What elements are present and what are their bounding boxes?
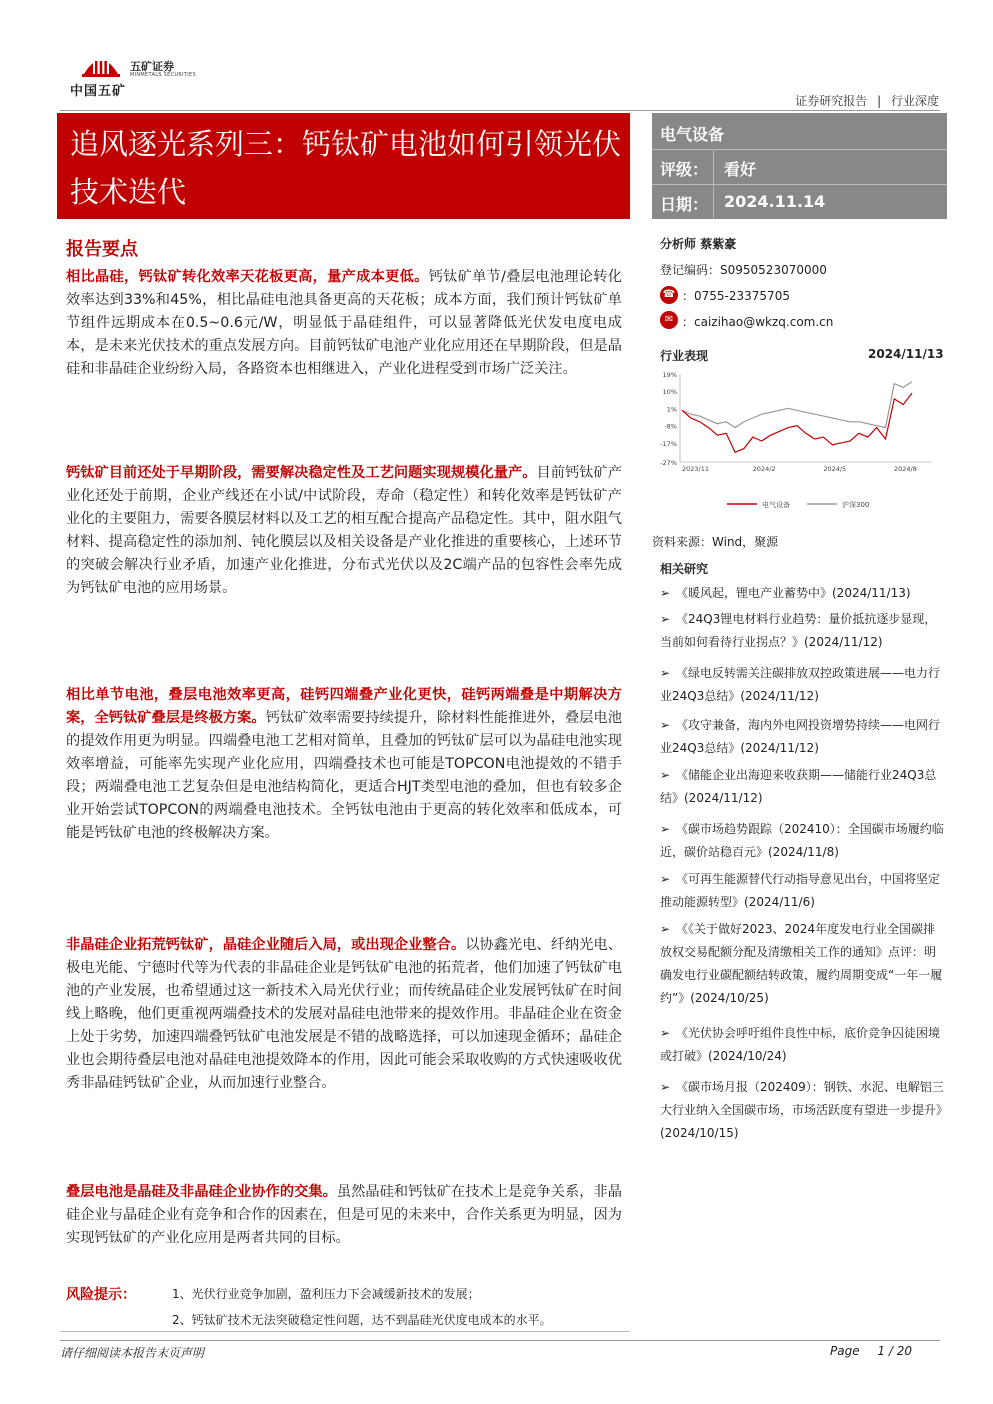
- x-tick-label: 2024/2: [752, 465, 776, 473]
- analyst-name: 蔡紫豪: [700, 237, 737, 251]
- page-label: Page: [830, 1344, 860, 1358]
- related-research-text: 《攻守兼备，海内外电网投资增势持续——电网行业24Q3总结》(2024/11/12): [660, 718, 941, 755]
- analyst-reg: [660, 261, 827, 278]
- info-divider: [652, 184, 947, 185]
- company-logo: [80, 44, 122, 78]
- related-research-title: 相关研究: [660, 562, 709, 576]
- bullet-arrow-icon: ➢: [660, 1080, 671, 1094]
- related-research-text: 《《关于做好2023、2024年度发电行业全国碳排放权交易配额分配及清缴相关工作的通知》点评：明确发电行业碳配额结转政策，履约周期变成“一年一履约”》(2024/10/25): [660, 922, 943, 1005]
- email-separator: ：: [682, 315, 695, 329]
- risk-divider: [60, 1331, 630, 1332]
- related-research-item[interactable]: [660, 1022, 945, 1068]
- source-label: 资料来源：: [652, 535, 713, 549]
- analyst-email[interactable]: caizihao@wkzq.com.cn: [694, 315, 834, 329]
- y-tick-label: 19%: [662, 371, 677, 379]
- summary-paragraph: [66, 1181, 622, 1250]
- reg-label: 登记编码：: [660, 263, 721, 277]
- page-value: 1 / 20: [877, 1344, 912, 1358]
- chart-y-ticks: [660, 371, 677, 467]
- phone-number: 0755-23375705: [694, 289, 790, 303]
- phone-separator: ：: [682, 289, 695, 303]
- related-research-text: 《碳市场趋势跟踪（202410）：全国碳市场履约临近，碳价站稳百元》(2024/11/8): [660, 822, 944, 859]
- related-research-text: 《绿电反转需关注碳排放双控政策进展——电力行业24Q3总结》(2024/11/12): [660, 666, 941, 703]
- footer-divider: [60, 1340, 940, 1341]
- rating-value: 看好: [724, 160, 757, 179]
- chart-date: 2024/11/13: [868, 347, 944, 361]
- paragraph-lead: 钙钛矿目前还处于早期阶段，需要解决稳定性及工艺问题实现规模化量产。: [66, 465, 537, 481]
- summary-paragraph: [66, 934, 622, 1095]
- paragraph-body: 目前钙钛矿产业化还处于前期，企业产线还在小试/中试阶段，寿命（稳定性）和转化效率是钙钛矿产业化的主要阻力，需要各膜层材料以及工艺的相互配合提高产品稳定性。其中，阻水阻气材料、提高稳定性的添加剂、钝化膜层以及相关设备是产业化推进的重要核心，上述环节的突破会解决行业矛盾，加速产业化推进，分布式光伏以及2C端产品的包容性会率先成为钙钛矿电池的应用场景。: [66, 465, 622, 596]
- related-research-item[interactable]: [660, 1076, 945, 1145]
- industry-name: 电气设备: [660, 125, 725, 144]
- related-research-item[interactable]: [660, 662, 945, 708]
- related-research-item[interactable]: [660, 714, 945, 760]
- bullet-arrow-icon: ➢: [660, 666, 671, 680]
- summary-paragraph: [66, 462, 622, 600]
- y-tick-label: 1%: [666, 405, 677, 414]
- related-research-item[interactable]: [660, 608, 945, 654]
- related-research-item[interactable]: [660, 582, 945, 605]
- bullet-arrow-icon: ➢: [660, 1026, 671, 1040]
- x-tick-label: 2023/11: [682, 465, 710, 473]
- industry-performance-chart: [652, 362, 942, 532]
- paragraph-lead: 叠层电池是晶硅及非晶硅企业协作的交集。: [66, 1184, 337, 1200]
- paragraph-lead: 非晶硅企业拓荒钙钛矿，晶硅企业随后入局，或出现企业整合。: [66, 937, 466, 953]
- related-research-item[interactable]: [660, 868, 945, 914]
- header-divider: [60, 110, 940, 111]
- bullet-arrow-icon: ➢: [660, 822, 671, 836]
- analyst-phone: [682, 287, 790, 304]
- x-tick-label: 2024/5: [823, 465, 847, 473]
- y-tick-label: -8%: [664, 422, 677, 431]
- chart-legend: [727, 500, 869, 509]
- footer-disclaimer: 请仔细阅读本报告末页声明: [60, 1346, 205, 1360]
- related-research-text: 《碳市场月报（202409）：钢铁、水泥、电解铝三大行业纳入全国碳市场，市场活跃度有望进一步提升》(2024/10/15): [660, 1080, 944, 1140]
- paragraph-lead: 相比晶硅，钙钛矿转化效率天花板更高，量产成本更低。: [66, 269, 429, 285]
- brand-name: 五矿证券: [130, 60, 174, 73]
- source-value: Wind，聚源: [712, 535, 779, 549]
- reg-number: S0950523070000: [720, 263, 827, 277]
- date-label: 日期：: [660, 195, 709, 214]
- legend-label: 沪深300: [842, 501, 870, 509]
- chart-title: 行业表现: [660, 349, 709, 363]
- bullet-arrow-icon: ➢: [660, 872, 671, 886]
- chart-source: [652, 533, 778, 550]
- legend-label: 电气设备: [762, 501, 790, 509]
- y-tick-label: -27%: [660, 459, 677, 467]
- bullet-arrow-icon: ➢: [660, 922, 671, 936]
- y-tick-label: 10%: [662, 388, 677, 397]
- related-research-text: 《可再生能源替代行动指导意见出台，中国将坚定推动能源转型》(2024/11/6): [660, 872, 941, 909]
- paragraph-body: 钙钛矿效率需要持续提升，除材料性能推进外，叠层电池的提效作用更为明显。四端叠电池工艺相对简单，且叠加的钙钛矿层可以为晶硅电池实现效率增益，可能率先实现产业化应用，四端叠技术也可能是TOPCON电池提效的不错手段；两端叠电池工艺复杂但是电池结构简化，更适合HJT类型电池的叠加，但也有较多企业开始尝试TOPCON的两端叠电池技术。全钙钛电池由于更高的转化效率和低成本，可能是钙钛矿电池的终极解决方案。: [66, 710, 622, 841]
- section-title: 报告要点: [66, 239, 138, 260]
- bullet-arrow-icon: ➢: [660, 718, 671, 732]
- related-research-item[interactable]: [660, 918, 945, 1010]
- related-research-item[interactable]: [660, 764, 945, 810]
- related-research-text: 《光伏协会呼吁组件良性中标，底价竞争囚徒困境或打破》(2024/10/24): [660, 1026, 941, 1063]
- analyst-line: [660, 235, 736, 252]
- analyst-email-line: [682, 313, 833, 330]
- report-category: 行业深度: [890, 94, 939, 108]
- brand-name-en: MINMETALS SECURITIES: [130, 72, 196, 78]
- risk-label: 风险提示：: [66, 1287, 136, 1303]
- report-tags: 证券研究报告 | 行业深度: [795, 94, 939, 108]
- phone-icon: ☎: [660, 286, 678, 304]
- info-vertical-divider: [713, 150, 714, 218]
- chart-x-ticks: [682, 465, 917, 473]
- paragraph-body: 虽然晶硅和钙钛矿在技术上是竞争关系，非晶硅企业与晶硅企业有竞争和合作的因素在，但是可见的未来中，合作关系更为明显，因为实现钙钛矿的产业化应用是两者共同的目标。: [66, 1184, 622, 1246]
- x-tick-label: 2024/8: [894, 465, 917, 473]
- summary-paragraph: [66, 266, 622, 381]
- series-line-csi300: [682, 382, 912, 428]
- chart-lines: [682, 382, 912, 453]
- chart-grid: [680, 374, 932, 462]
- risk-item: 1、光伏行业竞争加剧，盈利压力下会减缓新技术的发展；: [172, 1287, 480, 1301]
- related-research-text: 《储能企业出海迎来收获期——储能行业24Q3总结》(2024/11/12): [660, 768, 937, 805]
- company-name: 中国五矿: [70, 84, 127, 99]
- related-research-text: 《24Q3锂电材料行业趋势：量价抵抗逐步显现，当前如何看待行业拐点？》(2024/11/12): [660, 612, 937, 649]
- risk-item: 2、钙钛矿技术无法突破稳定性问题，达不到晶硅光伏度电成本的水平。: [172, 1313, 552, 1327]
- page-number: [830, 1344, 912, 1358]
- bullet-arrow-icon: ➢: [660, 612, 671, 626]
- analyst-label: 分析师: [660, 237, 697, 251]
- paragraph-lead: 相比单节电池，叠层电池效率更高，硅钙四端叠产业化更快，硅钙两端叠是中期解决方案，全钙钛矿叠层是终极方案。: [66, 687, 622, 726]
- related-research-item[interactable]: [660, 818, 945, 864]
- bullet-arrow-icon: ➢: [660, 768, 671, 782]
- email-icon: ✉: [660, 311, 678, 329]
- related-research-text: 《暖风起，锂电产业蓄势中》(2024/11/13): [676, 586, 911, 600]
- report-title: 追风逐光系列三：钙钛矿电池如何引领光伏技术迭代: [70, 127, 622, 209]
- report-type: 证券研究报告: [795, 94, 868, 108]
- summary-paragraph: [66, 684, 622, 845]
- y-tick-label: -17%: [660, 439, 677, 448]
- date-value: 2024.11.14: [724, 192, 826, 211]
- rating-label: 评级：: [660, 160, 709, 179]
- info-divider: [652, 149, 947, 150]
- paragraph-body: 以协鑫光电、纤纳光电、极电光能、宁德时代等为代表的非晶硅企业是钙钛矿电池的拓荒者，他们加速了钙钛矿电池的产业发展，也希望通过这一新技术入局光伏行业；而传统晶硅企业发展钙钛矿在时间线上略晚，他们更重视两端叠技术的发展对晶硅电池带来的提效作用。非晶硅企业在资金上处于劣势，加速四端叠钙钛矿电池发展是不错的战略选择，可以加速现金循环；晶硅企业也会期待叠层电池对晶硅电池提效降本的作用，因此可能会采取收购的方式快速吸收优秀非晶硅钙钛矿企业，从而加速行业整合。: [66, 937, 622, 1091]
- bullet-arrow-icon: ➢: [660, 586, 671, 600]
- paragraph-body: 钙钛矿单节/叠层电池理论转化效率达到33%和45%，相比晶硅电池具备更高的天花板；成本方面，我们预计钙钛矿单节组件远期成本在0.5~0.6元/W，明显低于晶硅组件，可以显著降低光伏发电度电成本，是未来光伏技术的重点发展方向。目前钙钛矿电池产业化应用还在早期阶段，但是晶硅和非晶硅企业纷纷入局，各路资本也相继进入，产业化进程受到市场广泛关注。: [66, 269, 622, 377]
